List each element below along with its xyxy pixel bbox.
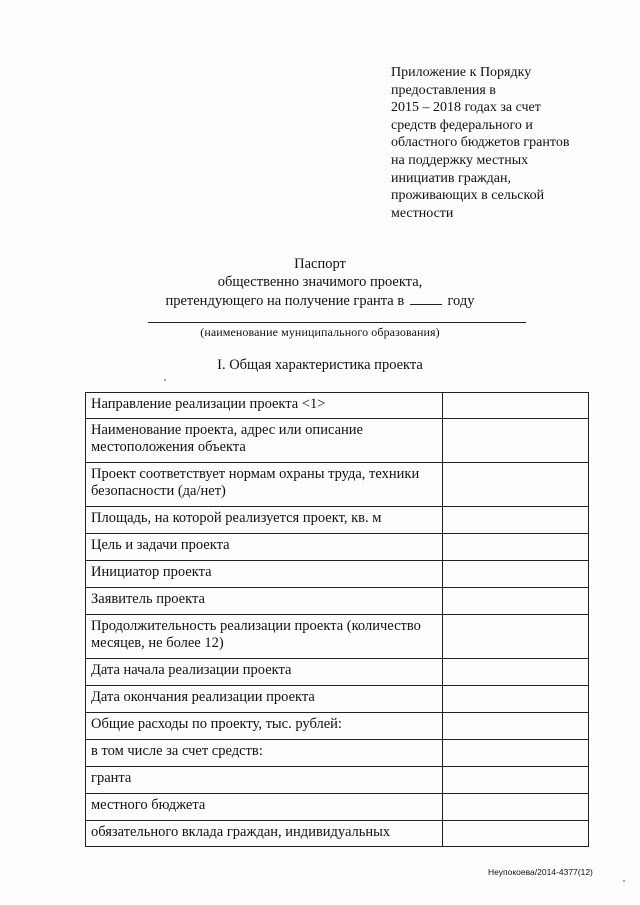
row-label: Дата начала реализации проекта: [86, 659, 443, 686]
appendix-line: проживающих в сельской: [391, 188, 545, 204]
row-label: Инициатор проекта: [86, 561, 443, 588]
row-value: [443, 659, 589, 686]
appendix-line: Приложение к Порядку: [391, 65, 532, 80]
appendix-line: областного бюджетов грантов: [391, 135, 570, 151]
row-value: [443, 419, 589, 463]
table-row: [86, 713, 589, 740]
appendix-line: местности: [391, 205, 454, 221]
table-row: [86, 615, 589, 659]
table-row: [86, 821, 589, 847]
appendix-line: на поддержку местных: [391, 152, 529, 168]
table-row: [86, 740, 589, 767]
year-blank: [410, 292, 442, 305]
appendix-note: [391, 64, 611, 222]
table-row: [86, 393, 589, 419]
table-row: [86, 686, 589, 713]
row-value: [443, 686, 589, 713]
table-row: [86, 659, 589, 686]
row-value: [443, 794, 589, 821]
table-row: [86, 534, 589, 561]
table-row: [86, 463, 589, 507]
scan-speck: [623, 880, 625, 882]
title-line-3-before: претендующего на получение гранта в: [165, 293, 405, 309]
table-row: [86, 507, 589, 534]
title-line-1: Паспорт: [294, 256, 346, 272]
table-row: [86, 588, 589, 615]
appendix-line: средств федерального и: [391, 117, 533, 133]
table-row: [86, 794, 589, 821]
project-characteristics-table: [85, 392, 589, 847]
title-line-2: общественно значимого проекта,: [217, 274, 423, 290]
row-label: Заявитель проекта: [86, 588, 443, 615]
row-value: [443, 507, 589, 534]
row-label: Направление реализации проекта <1>: [86, 393, 443, 419]
row-value: [443, 713, 589, 740]
row-value: [443, 463, 589, 507]
row-label: в том числе за счет средств:: [86, 740, 443, 767]
table-row: [86, 419, 589, 463]
title-line-3: [0, 292, 640, 310]
table-row: [86, 561, 589, 588]
row-value: [443, 821, 589, 847]
row-label: Площадь, на которой реализуется проект, кв. м: [86, 507, 443, 534]
appendix-line: инициатив граждан,: [391, 170, 511, 186]
row-label: Дата окончания реализации проекта: [86, 686, 443, 713]
row-value: [443, 615, 589, 659]
row-value: [443, 767, 589, 794]
table-row: [86, 767, 589, 794]
scan-speck: [164, 379, 166, 381]
row-label: Наименование проекта, адрес или описание местоположения объекта: [86, 419, 443, 463]
row-label: гранта: [86, 767, 443, 794]
row-label: Цель и задачи проекта: [86, 534, 443, 561]
row-value: [443, 534, 589, 561]
row-label: местного бюджета: [86, 794, 443, 821]
municipality-blank-line: [148, 322, 526, 323]
row-value: [443, 740, 589, 767]
title-line-3-after: году: [447, 293, 475, 309]
footer-code: Неупокоева/2014-4377(12): [488, 867, 593, 877]
row-label: Продолжительность реализации проекта (количество месяцев, не более 12): [86, 615, 443, 659]
section-title: I. Общая характеристика проекта: [217, 357, 423, 373]
appendix-line: 2015 – 2018 годах за счет: [391, 100, 541, 116]
appendix-line: предоставления в: [391, 82, 496, 98]
row-label: Проект соответствует нормам охраны труда, техники безопасности (да/нет): [86, 463, 443, 507]
row-value: [443, 393, 589, 419]
row-label: Общие расходы по проекту, тыс. рублей:: [86, 713, 443, 740]
row-value: [443, 588, 589, 615]
row-label: обязательного вклада граждан, индивидуальных: [86, 821, 443, 847]
row-value: [443, 561, 589, 588]
municipality-caption: (наименование муниципального образования): [200, 325, 440, 339]
